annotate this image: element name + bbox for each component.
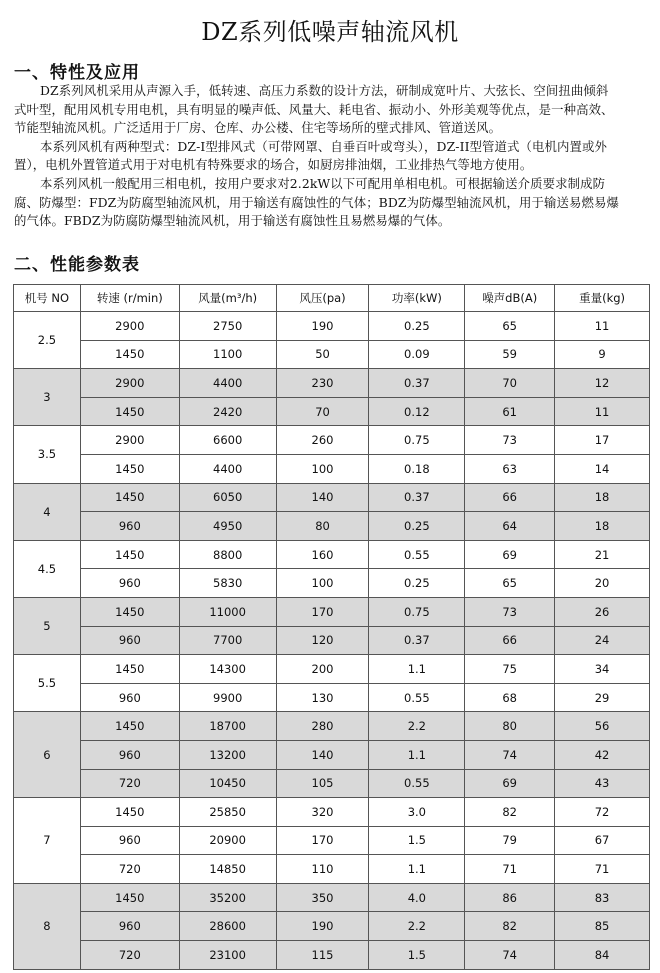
table-cell: 7700: [179, 626, 276, 655]
table-cell: 2420: [179, 397, 276, 426]
table-cell: 80: [276, 512, 369, 541]
table-cell: 0.37: [369, 626, 465, 655]
header-cell: 噪声dB(A): [465, 285, 555, 312]
table-cell: 1.1: [369, 740, 465, 769]
table-cell: 0.09: [369, 340, 465, 369]
table-cell: 2900: [80, 426, 179, 455]
table-cell: 6050: [179, 483, 276, 512]
table-cell: 3.0: [369, 798, 465, 827]
table-row: [14, 597, 650, 626]
table-cell: 18: [555, 512, 650, 541]
table-cell: 61: [465, 397, 555, 426]
table-row: [14, 740, 650, 769]
table-cell: 65: [465, 569, 555, 598]
table-cell: 0.25: [369, 569, 465, 598]
table-cell: 960: [80, 626, 179, 655]
table-cell: 34: [555, 655, 650, 684]
table-cell: 14850: [179, 855, 276, 884]
table-cell: 105: [276, 769, 369, 798]
table-cell: 0.25: [369, 312, 465, 341]
table-cell: 160: [276, 540, 369, 569]
header-cell: 风压(pa): [276, 285, 369, 312]
table-cell: 11: [555, 397, 650, 426]
table-cell: 0.75: [369, 597, 465, 626]
table-row: [14, 798, 650, 827]
table-cell: 4.0: [369, 883, 465, 912]
table-cell: 66: [465, 483, 555, 512]
table-cell: 69: [465, 769, 555, 798]
table-row: [14, 655, 650, 684]
table-cell: 73: [465, 426, 555, 455]
table-cell: 140: [276, 483, 369, 512]
paragraph-line: 本系列风机一般配用三相电机，按用户要求对2.2kW以下可配用单相电机。可根据输送介质要求制成防: [40, 175, 606, 191]
table-cell: 26: [555, 597, 650, 626]
table-row: [14, 426, 650, 455]
table-cell: 130: [276, 683, 369, 712]
table-cell: 0.37: [369, 483, 465, 512]
table-cell: 11: [555, 312, 650, 341]
table-row: [14, 912, 650, 941]
table-cell: 18700: [179, 712, 276, 741]
table-row: [14, 540, 650, 569]
table-cell: 4950: [179, 512, 276, 541]
features-text: [14, 82, 650, 231]
table-row: [14, 883, 650, 912]
table-cell: 71: [465, 855, 555, 884]
paragraph-line: 的气体。FBDZ为防腐防爆型轴流风机，用于输送有腐蚀性且易燃易爆的气体。: [14, 213, 451, 229]
table-cell: 720: [80, 769, 179, 798]
table-cell: 42: [555, 740, 650, 769]
table-cell: 960: [80, 683, 179, 712]
table-body: [14, 312, 650, 970]
table-row: [14, 312, 650, 341]
paragraph-line: 节能型轴流风机。广泛适用于厂房、仓库、办公楼、住宅等场所的壁式排风、管道送风。: [14, 120, 502, 136]
table-cell: 960: [80, 569, 179, 598]
table-cell: 960: [80, 826, 179, 855]
table-cell: 350: [276, 883, 369, 912]
section-heading-features: 一、特性及应用: [14, 63, 140, 83]
table-cell: 2.2: [369, 912, 465, 941]
table-cell: 80: [465, 712, 555, 741]
table-row: [14, 454, 650, 483]
table-cell: 65: [465, 312, 555, 341]
table-cell: 63: [465, 454, 555, 483]
table-cell: 69: [465, 540, 555, 569]
header-cell: 风量(m³/h): [179, 285, 276, 312]
table-cell: 260: [276, 426, 369, 455]
table-cell: 320: [276, 798, 369, 827]
table-row: [14, 626, 650, 655]
table-cell: 1450: [80, 397, 179, 426]
table-cell: 140: [276, 740, 369, 769]
table-cell: 29: [555, 683, 650, 712]
table-cell: 2900: [80, 369, 179, 398]
table-cell: 100: [276, 569, 369, 598]
table-cell: 1450: [80, 454, 179, 483]
table-cell: 0.55: [369, 683, 465, 712]
table-cell: 11000: [179, 597, 276, 626]
page-title: DZ系列低噪声轴流风机: [201, 18, 459, 46]
table-row: [14, 683, 650, 712]
table-cell: 1450: [80, 540, 179, 569]
header-cell: 重量(kg): [555, 285, 650, 312]
table-cell: 56: [555, 712, 650, 741]
model-number-cell: 8: [14, 883, 81, 969]
table-cell: 0.75: [369, 426, 465, 455]
table-cell: 74: [465, 941, 555, 970]
table-cell: 14300: [179, 655, 276, 684]
table-cell: 17: [555, 426, 650, 455]
table-cell: 720: [80, 941, 179, 970]
table-cell: 0.37: [369, 369, 465, 398]
paragraph-line: 本系列风机有两种型式：DZ-I型排风式（可带网罩、自垂百叶或弯头），DZ-II型管道式（电机内置或外: [40, 138, 607, 154]
table-cell: 21: [555, 540, 650, 569]
table-cell: 1450: [80, 798, 179, 827]
table-cell: 190: [276, 912, 369, 941]
table-cell: 84: [555, 941, 650, 970]
model-number-cell: 5: [14, 597, 81, 654]
table-cell: 960: [80, 512, 179, 541]
table-cell: 190: [276, 312, 369, 341]
table-cell: 120: [276, 626, 369, 655]
table-cell: 24: [555, 626, 650, 655]
table-row: [14, 769, 650, 798]
table-cell: 1100: [179, 340, 276, 369]
table-cell: 86: [465, 883, 555, 912]
table-cell: 720: [80, 855, 179, 884]
table-row: [14, 369, 650, 398]
table-cell: 4400: [179, 454, 276, 483]
table-cell: 2.2: [369, 712, 465, 741]
table-cell: 66: [465, 626, 555, 655]
table-cell: 1450: [80, 597, 179, 626]
table-cell: 72: [555, 798, 650, 827]
table-cell: 12: [555, 369, 650, 398]
table-cell: 23100: [179, 941, 276, 970]
table-cell: 68: [465, 683, 555, 712]
header-cell: 转速 (r/min): [80, 285, 179, 312]
model-number-cell: 3: [14, 369, 81, 426]
table-header-row: [14, 285, 650, 312]
table-cell: 79: [465, 826, 555, 855]
table-cell: 83: [555, 883, 650, 912]
table-cell: 9900: [179, 683, 276, 712]
table-cell: 73: [465, 597, 555, 626]
table-cell: 230: [276, 369, 369, 398]
section-heading-params: 二、性能参数表: [14, 255, 140, 275]
model-number-cell: 5.5: [14, 655, 81, 712]
table-cell: 1.5: [369, 941, 465, 970]
table-cell: 6600: [179, 426, 276, 455]
table-cell: 960: [80, 740, 179, 769]
table-cell: 2750: [179, 312, 276, 341]
table-cell: 59: [465, 340, 555, 369]
table-cell: 1450: [80, 712, 179, 741]
table-cell: 1450: [80, 483, 179, 512]
table-row: [14, 826, 650, 855]
table-cell: 1.1: [369, 855, 465, 884]
table-cell: 14: [555, 454, 650, 483]
table-cell: 2900: [80, 312, 179, 341]
table-cell: 20: [555, 569, 650, 598]
model-number-cell: 3.5: [14, 426, 81, 483]
performance-table: [13, 284, 650, 970]
model-number-cell: 7: [14, 798, 81, 884]
table-cell: 43: [555, 769, 650, 798]
table-cell: 200: [276, 655, 369, 684]
table-cell: 110: [276, 855, 369, 884]
table-row: [14, 483, 650, 512]
table-cell: 25850: [179, 798, 276, 827]
table-cell: 13200: [179, 740, 276, 769]
table-cell: 70: [465, 369, 555, 398]
table-cell: 50: [276, 340, 369, 369]
table-row: [14, 397, 650, 426]
table-cell: 1.5: [369, 826, 465, 855]
table-cell: 70: [276, 397, 369, 426]
table-cell: 82: [465, 912, 555, 941]
table-cell: 0.18: [369, 454, 465, 483]
model-number-cell: 6: [14, 712, 81, 798]
table-cell: 71: [555, 855, 650, 884]
table-cell: 1450: [80, 883, 179, 912]
paragraph-line: 式叶型，配用风机专用电机，具有明显的噪声低、风量大、耗电省、振动小、外形美观等优点，是一种高效、: [14, 101, 614, 117]
table-cell: 280: [276, 712, 369, 741]
model-number-cell: 2.5: [14, 312, 81, 369]
table-cell: 0.25: [369, 512, 465, 541]
table-row: [14, 569, 650, 598]
table-cell: 85: [555, 912, 650, 941]
header-cell: 功率(kW): [369, 285, 465, 312]
table-cell: 1.1: [369, 655, 465, 684]
paragraph-line: 腐、防爆型：FDZ为防腐型轴流风机，用于输送有腐蚀性的气体；BDZ为防爆型轴流风机，用于输送易燃易爆: [14, 194, 619, 210]
model-number-cell: 4.5: [14, 540, 81, 597]
table-cell: 67: [555, 826, 650, 855]
table-row: [14, 712, 650, 741]
table-cell: 8800: [179, 540, 276, 569]
table-cell: 10450: [179, 769, 276, 798]
table-row: [14, 855, 650, 884]
table-cell: 75: [465, 655, 555, 684]
table-cell: 0.55: [369, 540, 465, 569]
table-cell: 9: [555, 340, 650, 369]
table-cell: 0.55: [369, 769, 465, 798]
table-cell: 0.12: [369, 397, 465, 426]
table-cell: 5830: [179, 569, 276, 598]
table-cell: 74: [465, 740, 555, 769]
table-cell: 170: [276, 597, 369, 626]
table-cell: 4400: [179, 369, 276, 398]
table-cell: 18: [555, 483, 650, 512]
table-cell: 170: [276, 826, 369, 855]
table-cell: 1450: [80, 655, 179, 684]
header-cell: 机号 NO: [14, 285, 81, 312]
model-number-cell: 4: [14, 483, 81, 540]
paragraph-line: DZ系列风机采用从声源入手，低转速、高压力系数的设计方法，研制成宽叶片、大弦长、空间扭曲倾斜: [40, 83, 609, 98]
table-cell: 82: [465, 798, 555, 827]
table-cell: 1450: [80, 340, 179, 369]
table-row: [14, 941, 650, 970]
table-row: [14, 340, 650, 369]
table-cell: 115: [276, 941, 369, 970]
table-cell: 35200: [179, 883, 276, 912]
paragraph-line: 置），电机外置管道式用于对电机有特殊要求的场合，如厨房排油烟，工业排热气等地方使用。: [14, 157, 533, 173]
table-row: [14, 512, 650, 541]
table-cell: 64: [465, 512, 555, 541]
table-cell: 28600: [179, 912, 276, 941]
table-cell: 100: [276, 454, 369, 483]
table-cell: 960: [80, 912, 179, 941]
table-cell: 20900: [179, 826, 276, 855]
